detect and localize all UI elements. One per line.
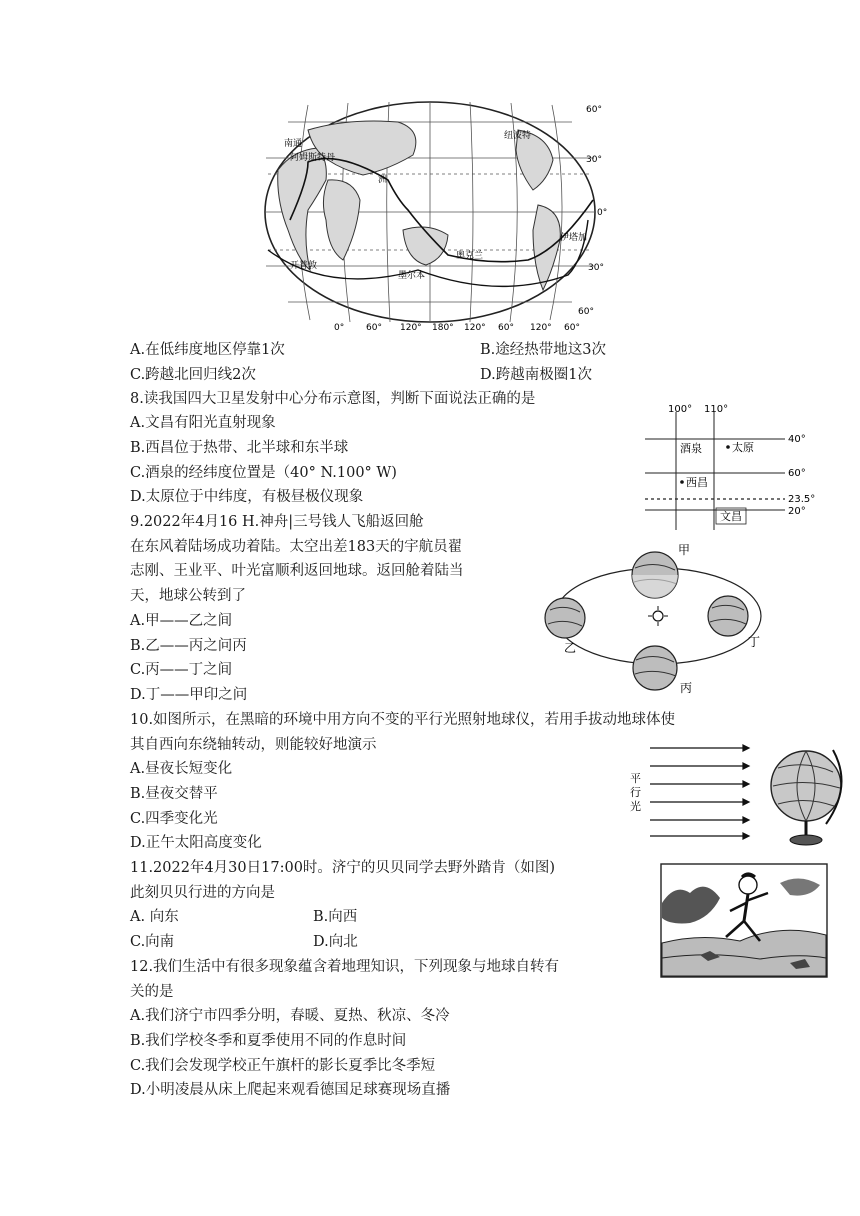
lon-label: 120°: [400, 323, 422, 333]
place-label-capetown: 开普敦: [290, 261, 318, 271]
lon-label: 0°: [334, 323, 345, 333]
q8-option-d: D.太原位于中纬度，有极昼极仪现象: [130, 489, 364, 505]
q11-option-c: C.向南: [130, 934, 175, 950]
site-jiuquan: 酒泉: [680, 442, 702, 455]
q9-stem-line3: 志刚、王业平、叶光富顺利返回地球。返回舱着陆当: [130, 563, 464, 579]
q9-stem-line1: 9.2022年4月16 H.神舟|三号钱人飞船返回舱: [130, 514, 424, 530]
earth-orbit-diagram: [540, 540, 780, 695]
lon-label: 60°: [366, 323, 382, 333]
parallel-light-diagram: [628, 738, 853, 850]
lat-label: 30°: [588, 263, 604, 273]
q9-option-b: B.乙——丙之问丙: [130, 638, 247, 654]
q12-option-c: C.我们会发现学校正午旗杆的影长夏季比冬季短: [130, 1058, 436, 1074]
q11-stem-line1: 11.2022年4月30日17:00时。济宁的贝贝同学去野外踏肯（如图): [130, 860, 556, 876]
place-label-nantong: 南通: [284, 139, 303, 149]
q12-option-a: A.我们济宁市四季分明，春暖、夏热、秋凉、冬冷: [130, 1008, 450, 1024]
globe-icon: [771, 750, 842, 845]
q9-stem-line2: 在东风着陆场成功着陆。太空出差183天的宇航员翟: [130, 539, 463, 555]
q7-option-d: D.跨越南极圈1次: [480, 367, 592, 383]
q10-stem-line2: 其自西向东绕轴转动，则能较好地演示: [130, 737, 377, 753]
world-route-map: [248, 100, 608, 335]
position-jia: 甲: [678, 543, 691, 557]
q8-option-b: B.西昌位于热带、北半球和东半球: [130, 440, 349, 456]
lat-label-235: 23.5°: [788, 494, 816, 505]
q11-option-d: D.向北: [313, 934, 358, 950]
earth-jia-icon: [632, 552, 678, 598]
lon-label: 60°: [498, 323, 514, 333]
lon-label: 180°: [432, 323, 454, 333]
place-label-amsterdam: 阿姆斯特丹: [290, 153, 336, 163]
q7-option-c: C.跨越北回归线2次: [130, 367, 256, 383]
q10-stem-line1: 10.如图所示，在黑暗的环境中用方向不变的平行光照射地球仪，若用手拔动地球体使: [130, 712, 676, 728]
q9-option-a: A.甲——乙之间: [130, 613, 233, 629]
light-label-char: 行: [630, 786, 641, 799]
lon-label-110: 110°: [704, 404, 729, 415]
q10-option-a: A.昼夜长短变化: [130, 761, 233, 777]
lat-label-60: 60°: [788, 468, 806, 479]
lat-label: 30°: [586, 155, 602, 165]
lat-label: 0°: [597, 208, 608, 218]
light-label-char: 平: [630, 772, 641, 785]
q12-stem-line1: 12.我们生活中有很多现象蕴含着地理知识，下列现象与地球自转有: [130, 959, 560, 975]
lon-label: 120°: [530, 323, 552, 333]
q8-option-a: A.文昌有阳光直射现象: [130, 415, 276, 431]
q7-option-b: B.途经热带地这3次: [480, 342, 606, 358]
satellite-center-grid: [640, 402, 840, 532]
earth-yi-icon: [545, 598, 585, 638]
place-label-asia: 洲: [378, 175, 388, 185]
lat-label: 60°: [586, 105, 602, 115]
q11-option-b: B.向西: [313, 909, 358, 925]
site-taiyuan: 太原: [732, 441, 754, 454]
light-label-char: 光: [630, 800, 641, 813]
lat-label-20: 20°: [788, 506, 806, 517]
position-yi: 乙: [564, 641, 577, 655]
site-wenchang: 文昌: [720, 510, 742, 523]
lat-label-40: 40°: [788, 434, 806, 445]
position-bing: 丙: [680, 681, 693, 695]
earth-ding-icon: [708, 596, 748, 636]
place-label-newyork: 纽波特: [504, 131, 532, 141]
place-label-auckland: 奥克兰: [456, 251, 484, 261]
q9-option-c: C.丙——丁之间: [130, 662, 233, 678]
lon-label: 60°: [564, 323, 580, 333]
earth-bing-icon: [633, 646, 677, 690]
site-xichang: 西昌: [686, 476, 708, 489]
q11-option-a: A. 向东: [130, 909, 179, 925]
lon-label-100: 100°: [668, 404, 693, 415]
sun-icon: [653, 611, 663, 621]
position-ding: 丁: [748, 635, 761, 649]
place-label-melbourne: 墨尔本: [398, 271, 426, 281]
q12-option-d: D.小明凌晨从床上爬起来观看德国足球赛现场直播: [130, 1082, 451, 1098]
q8-stem: 8.读我国四大卫星发射中心分布示意图，判断下面说法正确的是: [130, 391, 536, 407]
lon-label: 120°: [464, 323, 486, 333]
hiking-illustration: [660, 863, 828, 978]
q9-option-d: D.丁——甲印之问: [130, 687, 248, 703]
q11-stem-line2: 此刻贝贝行进的方向是: [130, 885, 275, 901]
q7-option-a: A.在低纬度地区停靠1次: [130, 342, 285, 358]
lat-label: 60°: [578, 307, 594, 317]
q9-stem-line4: 天，地球公转到了: [130, 588, 246, 604]
q8-option-c: C.酒泉的经纬度位置是（40° N.100° W): [130, 465, 397, 481]
place-label-jamaica: 伊塔加: [560, 233, 588, 243]
q12-stem-line2: 关的是: [130, 984, 174, 1000]
q10-option-d: D.正午太阳高度变化: [130, 835, 262, 851]
q10-option-b: B.昼夜交替平: [130, 786, 218, 802]
q12-option-b: B.我们学校冬季和夏季使用不同的作息时间: [130, 1033, 407, 1049]
q10-option-c: C.四季变化光: [130, 811, 218, 827]
